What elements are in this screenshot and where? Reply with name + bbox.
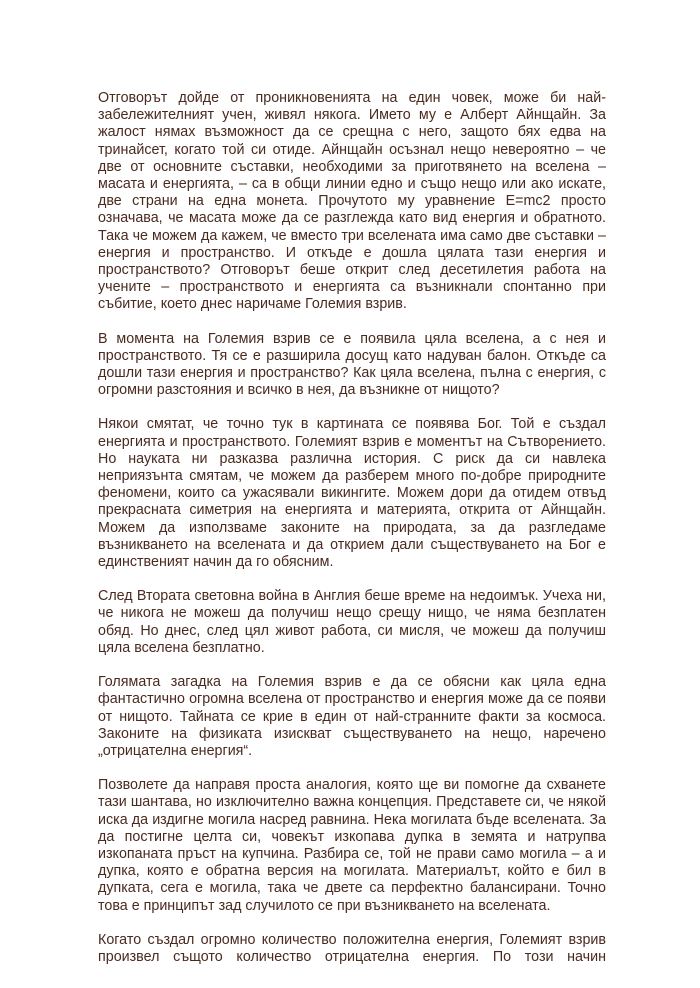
paragraph-einstein: Отговорът дойде от проникновенията на един човек, може би най-забележителният учен, живял някога. Името му е Алберт Айнщайн. За жалост нямах възможност да се срещна с него, защото бях едва на тринайсет, когато той си отиде. Айнщайн осъзнал нещо невероятно – че две от основните съставки, необходими за приготвянето на вселена – масата и енергията, – са в общи линии едно и също нещо или ако искате, две страни на една монета. Прочутото му уравнение E=mc2 просто означава, че масата може да се разглежда като вид енергия и обратното. Така че можем да кажем, че вместо три вселената има само две съставки – енергия и пространство. И откъде е дошла цялата тази енергия и пространството? Отговорът беше открит след десетилетия работа на учените – пространството и енергията са възникнали спонтанно при събитие, което днес наричаме Големия взрив. — [98, 90, 606, 313]
paragraph-god-creation: Някои смятат, че точно тук в картината се появява Бог. Той е създал енергията и пространството. Големият взрив е моментът на Сътворението. Но науката ни разказва различна история. С риск да си навлека неприязънта смятам, че можем да разберем много по-добре природните феномени, които са ужасявали викингите. Можем дори да отидем отвъд прекрасната симетрия на енергията и материята, открита от Айнщайн. Можем да използваме законите на природата, за да разгледаме възникването на вселената и да открием дали съществуването на Бог е единственият начин да го обясним. — [98, 416, 606, 571]
document-page — [98, 90, 606, 983]
paragraph-big-bang-moment: В момента на Големия взрив се е появила цяла вселена, а с нея и пространството. Тя се е разширила досущ като надуван балон. Откъде са дошли тази енергия и пространство? Как цяла вселена, пълна с енергия, с огромни разстояния и всичко в нея, да възникне от нищото? — [98, 330, 606, 399]
paragraph-hill-analogy: Позволете да направя проста аналогия, която ще ви помогне да схванете тази шантава, но изключително важна концепция. Представете си, че някой иска да издигне могила насред равнина. Нека могилата бъде вселената. За да постигне целта си, човекът изкопава дупка в земята и натрупва изкопаната пръст на купчина. Разбира се, той не прави само могила – а и дупка, която е обратна версия на могилата. Материалът, който е бил в дупката, сега е могила, така че двете са перфектно балансирани. Точно това е принципът зад случилото се при възникването на вселената. — [98, 777, 606, 914]
paragraph-negative-energy: Голямата загадка на Големия взрив е да се обясни как цяла една фантастично огромна вселена от пространство и енергия може да се появи от нищото. Тайната се крие в един от най-странните факти за космоса. Законите на физиката изискват съществуването на нещо, наречено „отрицателна енергия“. — [98, 674, 606, 759]
paragraph-free-lunch: След Втората световна война в Англия беше време на недоимък. Учеха ни, че никога не можеш да получиш нещо срещу нищо, че няма безплатен обяд. Но днес, след цял живот работа, си мисля, че можеш да получиш цяла вселена безплатно. — [98, 588, 606, 656]
paragraph-positive-energy: Когато създал огромно количество положителна енергия, Големият взрив произвел същото количество отрицателна енергия. По този начин — [98, 931, 606, 965]
